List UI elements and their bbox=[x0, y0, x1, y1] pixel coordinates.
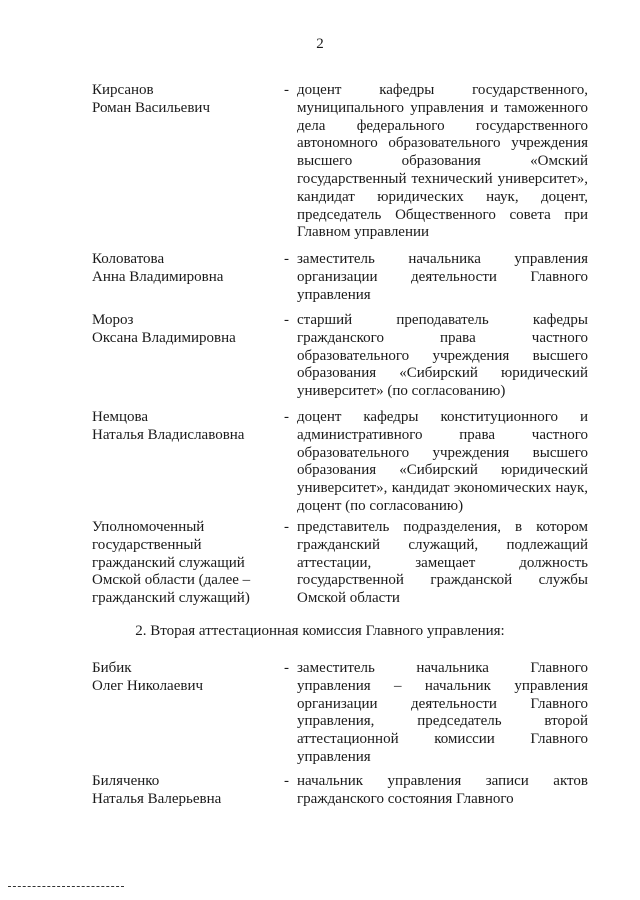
member-name-line: Омской области (далее – bbox=[92, 572, 251, 589]
member-name-line: Уполномоченный bbox=[92, 519, 205, 535]
separator-dash: - bbox=[284, 312, 289, 328]
member-role: начальник управления записи актов гражданского состояния Главного bbox=[297, 773, 588, 807]
section-heading: 2. Вторая аттестационная комиссия Главного управления: bbox=[135, 623, 505, 639]
member-surname: Коловатова bbox=[92, 251, 165, 267]
separator-dash: - bbox=[284, 251, 289, 267]
member-name bbox=[92, 519, 277, 608]
page-number: 2 bbox=[316, 36, 324, 52]
member-given-names: Роман Васильевич bbox=[92, 99, 210, 116]
member-surname: Мороз bbox=[92, 312, 134, 328]
footer-divider bbox=[8, 886, 124, 887]
member-name-line: гражданский служащий) bbox=[92, 590, 250, 607]
member-surname: Биляченко bbox=[92, 773, 160, 789]
member-name bbox=[92, 312, 277, 348]
member-name bbox=[92, 251, 277, 287]
member-surname: Немцова bbox=[92, 409, 149, 425]
member-role: заместитель начальника управления организации деятельности Главного управления bbox=[297, 251, 588, 303]
member-name bbox=[92, 773, 277, 809]
member-name-line: гражданский служащий bbox=[92, 554, 245, 571]
member-given-names: Оксана Владимировна bbox=[92, 329, 236, 346]
separator-dash: - bbox=[284, 660, 289, 676]
member-role: доцент кафедры государственного, муниципального управления и таможенного дела федерального государственного автономного образовательного учреждения высшего образования «Омский государственный технический университет», кандидат юридических наук, доцент, председатель Общественного совета при Главном управлении bbox=[297, 82, 588, 241]
member-surname: Бибик bbox=[92, 660, 132, 676]
separator-dash: - bbox=[284, 773, 289, 789]
member-given-names: Наталья Валерьевна bbox=[92, 790, 222, 807]
member-name bbox=[92, 409, 277, 445]
member-given-names: Олег Николаевич bbox=[92, 677, 204, 694]
member-name bbox=[92, 660, 277, 696]
member-role: заместитель начальника Главного управления – начальник управления организации деятельности Главного управления, председатель второй аттестационной комиссии Главного управления bbox=[297, 660, 588, 765]
separator-dash: - bbox=[284, 82, 289, 98]
member-role: старший преподаватель кафедры гражданского права частного образовательного учреждения высшего образования «Сибирский юридический университет» (по согласованию) bbox=[297, 312, 588, 400]
member-role: представитель подразделения, в котором гражданский служащий, подлежащий аттестации, замещает должность государственной гражданской службы Омской области bbox=[297, 519, 588, 607]
member-given-names: Наталья Владиславовна bbox=[92, 426, 245, 443]
member-given-names: Анна Владимировна bbox=[92, 268, 224, 285]
member-role: доцент кафедры конституционного и административного права частного образовательного учреждения высшего образования «Сибирский юридический университет», кандидат экономических наук, доцент (по согласованию) bbox=[297, 409, 588, 514]
separator-dash: - bbox=[284, 519, 289, 535]
separator-dash: - bbox=[284, 409, 289, 425]
member-name-line: государственный bbox=[92, 536, 202, 553]
member-surname: Кирсанов bbox=[92, 82, 154, 98]
member-name bbox=[92, 82, 277, 118]
